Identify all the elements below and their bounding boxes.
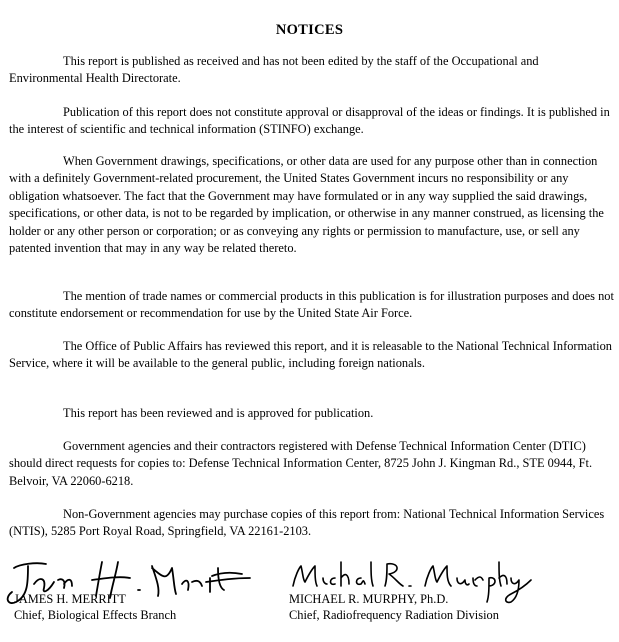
notice-paragraph-8: Non-Government agencies may purchase copies of this report from: National Technical Information Services (NTIS), 5285 Port Royal Road, Springfield, VA 22161-2103. <box>9 507 605 539</box>
notice-paragraph-1: This report is published as received and has not been edited by the staff of the Occupational and Environmental Health Directorate. <box>9 54 539 86</box>
notice-paragraph-7: Government agencies and their contractors registered with Defense Technical Information Center (DTIC) should direct requests for copies to: Defense Technical Information Center, 8725 John J. Kingman Rd., STE 0944, Ft. Belvoir, VA 22060-6218. <box>9 439 593 488</box>
signature-block-right <box>285 558 585 642</box>
notice-paragraph-6: This report has been reviewed and is approved for publication. <box>63 406 374 420</box>
page-title: NOTICES <box>275 22 344 38</box>
signature-block-left <box>6 558 306 642</box>
signer-title-left: Chief, Biological Effects Branch <box>14 608 177 622</box>
signer-name-right: MICHAEL R. MURPHY, Ph.D. <box>289 592 449 606</box>
notice-paragraph-5: The Office of Public Affairs has reviewed this report, and it is releasable to the National Technical Information Service, where it will be available to the general public, including foreign nationals. <box>9 339 612 371</box>
notice-paragraph-3: When Government drawings, specifications, or other data are used for any purpose other than in connection with a definitely Government-related procurement, the United States Government incurs no responsibility or any obligation whatsoever. The fact that the Government may have formulated or in any way supplied the said drawings, specifications, or other data, is not to be regarded by implication, or otherwise in any manner construed, as licensing the holder or any other person or corporation; or as conveying any rights or permission to manufacture, use, or sell any patented invention that may in any way be related thereto. <box>9 154 604 256</box>
notice-paragraph-4: The mention of trade names or commercial products in this publication is for illustration purposes and does not constitute endorsement or recommendation for use by the United State Air Force. <box>9 289 614 321</box>
signer-name-left: JAMES H. MERRITT <box>14 592 126 606</box>
signer-title-right: Chief, Radiofrequency Radiation Division <box>289 608 499 622</box>
notice-paragraph-2: Publication of this report does not constitute approval or disapproval of the ideas or findings. It is published in the interest of scientific and technical information (STINFO) exchange. <box>9 105 610 137</box>
